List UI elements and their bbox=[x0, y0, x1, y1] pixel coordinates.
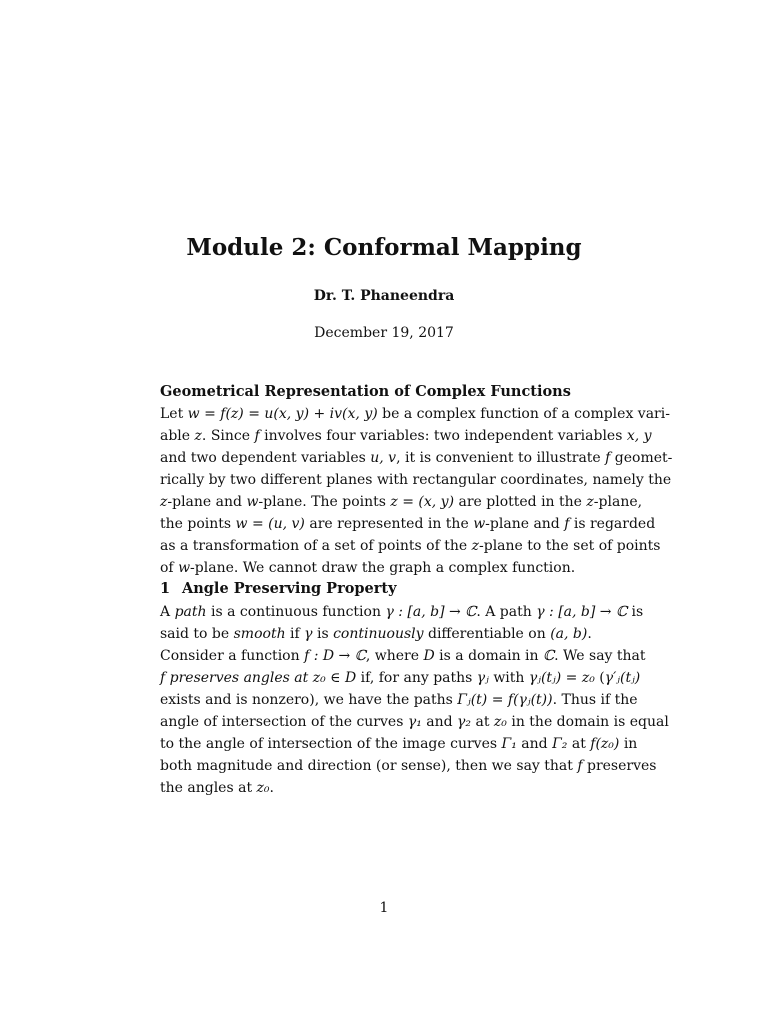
intro-line-1: Let w = f(z) = u(x, y) + iv(x, y) be a complex function of a complex vari- bbox=[160, 406, 670, 422]
body-line-7: to the angle of intersection of the image curves Γ₁ and Γ₂ at f(z₀) in bbox=[160, 736, 638, 752]
intro-line-5: z-plane and w-plane. The points z = (x, y) are plotted in the z-plane, bbox=[160, 494, 643, 510]
body-line-8: both magnitude and direction (or sense), then we say that f preserves bbox=[160, 758, 657, 774]
intro-heading: Geometrical Representation of Complex Functions bbox=[160, 383, 571, 400]
page-number: 1 bbox=[379, 900, 389, 916]
intro-line-7: as a transformation of a set of points of the z-plane to the set of points bbox=[160, 538, 661, 554]
intro-line-4: rically by two different planes with rectangular coordinates, namely the bbox=[160, 472, 672, 488]
body-line-4: f preserves angles at z₀ ∈ D if, for any paths γⱼ with γⱼ(tⱼ) = z₀ (γ′ⱼ(tⱼ) bbox=[160, 670, 641, 686]
author-name: Dr. T. Phaneendra bbox=[313, 288, 455, 304]
section-heading bbox=[160, 580, 397, 597]
intro-line-8: of w-plane. We cannot draw the graph a complex function. bbox=[160, 560, 576, 576]
body-line-1: A path is a continuous function γ : [a, b] → ℂ. A path γ : [a, b] → ℂ is bbox=[160, 604, 644, 620]
intro-line-3: and two dependent variables u, v, it is convenient to illustrate f geomet- bbox=[160, 450, 673, 466]
page-title: Module 2: Conformal Mapping bbox=[186, 234, 582, 261]
intro-line-2: able z. Since f involves four variables: two independent variables x, y bbox=[160, 428, 652, 444]
body-line-6: angle of intersection of the curves γ₁ and γ₂ at z₀ in the domain is equal bbox=[160, 714, 669, 730]
section-number: 1 bbox=[160, 580, 171, 597]
section-title: Angle Preserving Property bbox=[182, 580, 397, 597]
body-line-5: exists and is nonzero), we have the paths Γⱼ(t) = f(γⱼ(t)). Thus if the bbox=[160, 692, 638, 708]
document-date: December 19, 2017 bbox=[314, 325, 454, 341]
body-line-2: said to be smooth if γ is continuously differentiable on (a, b). bbox=[160, 626, 592, 642]
intro-line-6: the points w = (u, v) are represented in the w-plane and f is regarded bbox=[160, 516, 656, 532]
body-line-9: the angles at z₀. bbox=[160, 780, 274, 796]
body-line-3: Consider a function f : D → ℂ, where D is a domain in ℂ. We say that bbox=[160, 648, 646, 664]
